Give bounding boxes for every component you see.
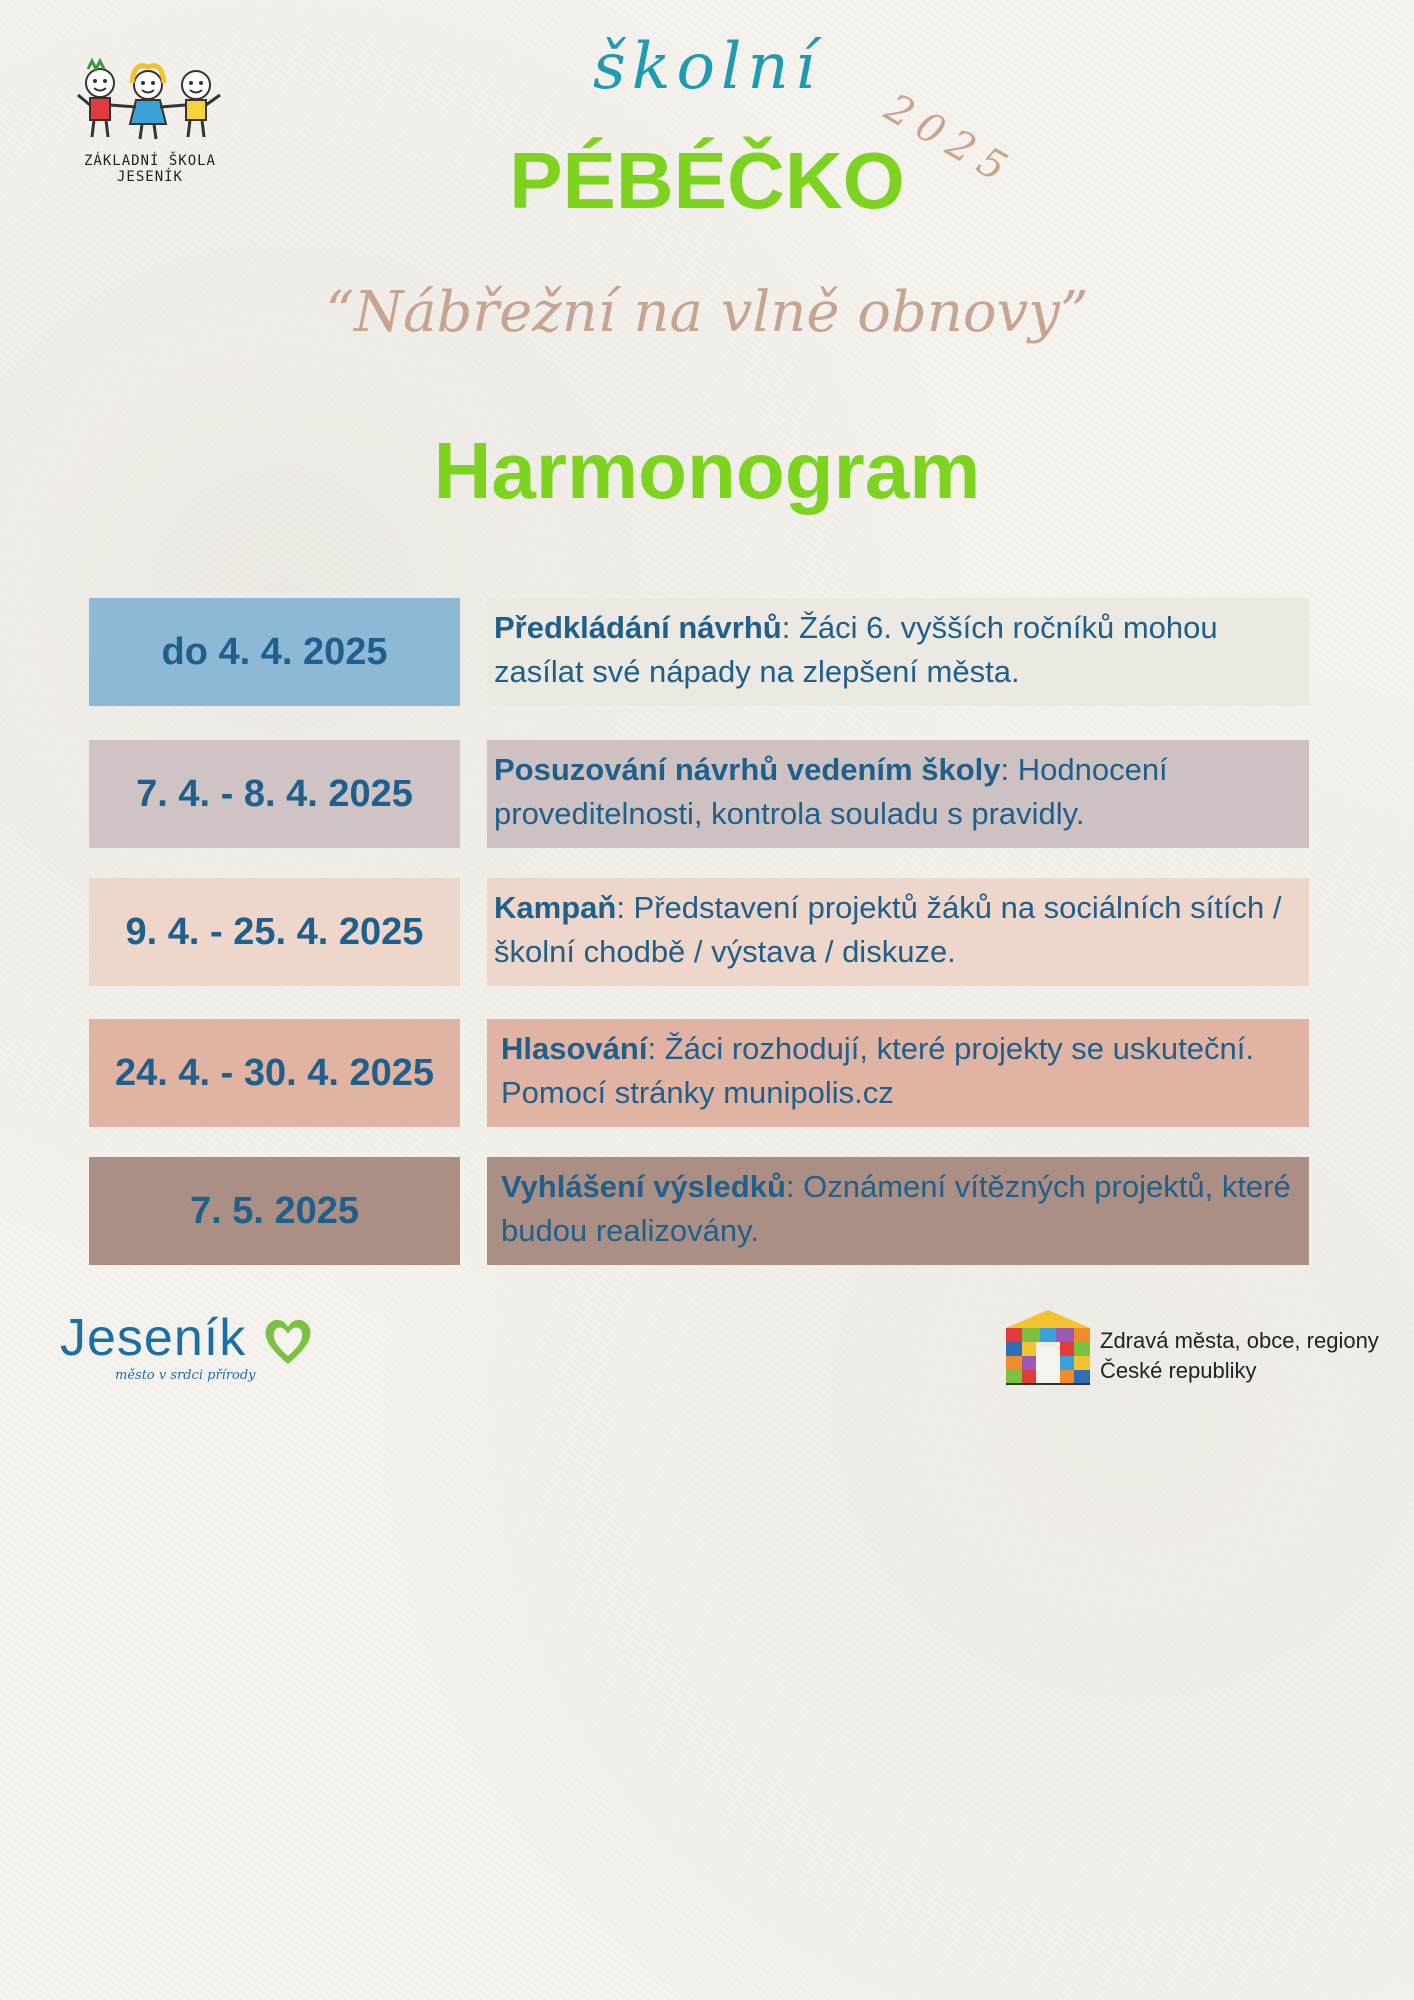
schedule-row: [89, 740, 1309, 848]
schedule-row: [89, 878, 1309, 986]
school-name: ZÁKLADNÍ ŠKOLA JESENÍK: [83, 153, 216, 185]
schedule-row: [89, 1019, 1309, 1127]
schedule-row: [89, 1157, 1309, 1265]
healthy-cities-text: [1100, 1326, 1379, 1386]
heart-icon: [260, 1316, 316, 1368]
city-logo: [60, 1308, 256, 1383]
schedule-row: [89, 598, 1309, 706]
schedule-detail: : Hodnocení proveditelnosti, kontrola souladu s pravidly.: [494, 752, 1168, 831]
schedule-description: [487, 598, 1309, 706]
city-name: Jeseník: [60, 1309, 247, 1367]
city-tagline: město v srdci přírody: [115, 1368, 256, 1383]
section-heading: Harmonogram: [433, 426, 981, 515]
schedule-date: 24. 4. - 30. 4. 2025: [89, 1019, 460, 1127]
healthy-cities-line2: České republiky: [1100, 1358, 1257, 1383]
schedule-description: [487, 740, 1309, 848]
schedule-phase: Hlasování: [501, 1031, 648, 1066]
page-title: PÉBÉČKO: [509, 136, 905, 225]
schedule-description: [487, 1019, 1309, 1127]
schedule-detail: : Žáci 6. vyšších ročníků mohou zasílat své nápady na zlepšení města.: [494, 610, 1218, 689]
schedule-detail: : Oznámení vítězných projektů, které budou realizovány.: [501, 1169, 1291, 1248]
title-year: 2025: [877, 85, 1023, 196]
schedule-date: 7. 5. 2025: [89, 1157, 460, 1265]
schedule-description: [487, 1157, 1309, 1265]
house-mosaic-icon: [1002, 1308, 1094, 1386]
schedule-phase: Posuzování návrhů vedením školy: [494, 752, 1001, 787]
schedule-detail: : Žáci rozhodují, které projekty se uskuteční. Pomocí stránky munipolis.cz: [501, 1031, 1254, 1110]
schedule-date: do 4. 4. 2025: [89, 598, 460, 706]
schedule-phase: Vyhlášení výsledků: [501, 1169, 786, 1204]
motto: “Nábřežní na vlně obnovy”: [325, 280, 1089, 345]
healthy-cities-logo: [1002, 1308, 1379, 1388]
schedule-date: 9. 4. - 25. 4. 2025: [89, 878, 460, 986]
healthy-cities-line1: Zdravá města, obce, regiony: [1100, 1328, 1379, 1353]
schedule-phase: Předkládání návrhů: [494, 610, 782, 645]
schedule-detail: : Představení projektů žáků na sociálních sítích / školní chodbě / výstava / diskuze.: [494, 890, 1282, 969]
title-prefix: školní: [592, 30, 822, 104]
schedule-phase: Kampaň: [494, 890, 617, 925]
schedule-description: [487, 878, 1309, 986]
schedule-date: 7. 4. - 8. 4. 2025: [89, 740, 460, 848]
